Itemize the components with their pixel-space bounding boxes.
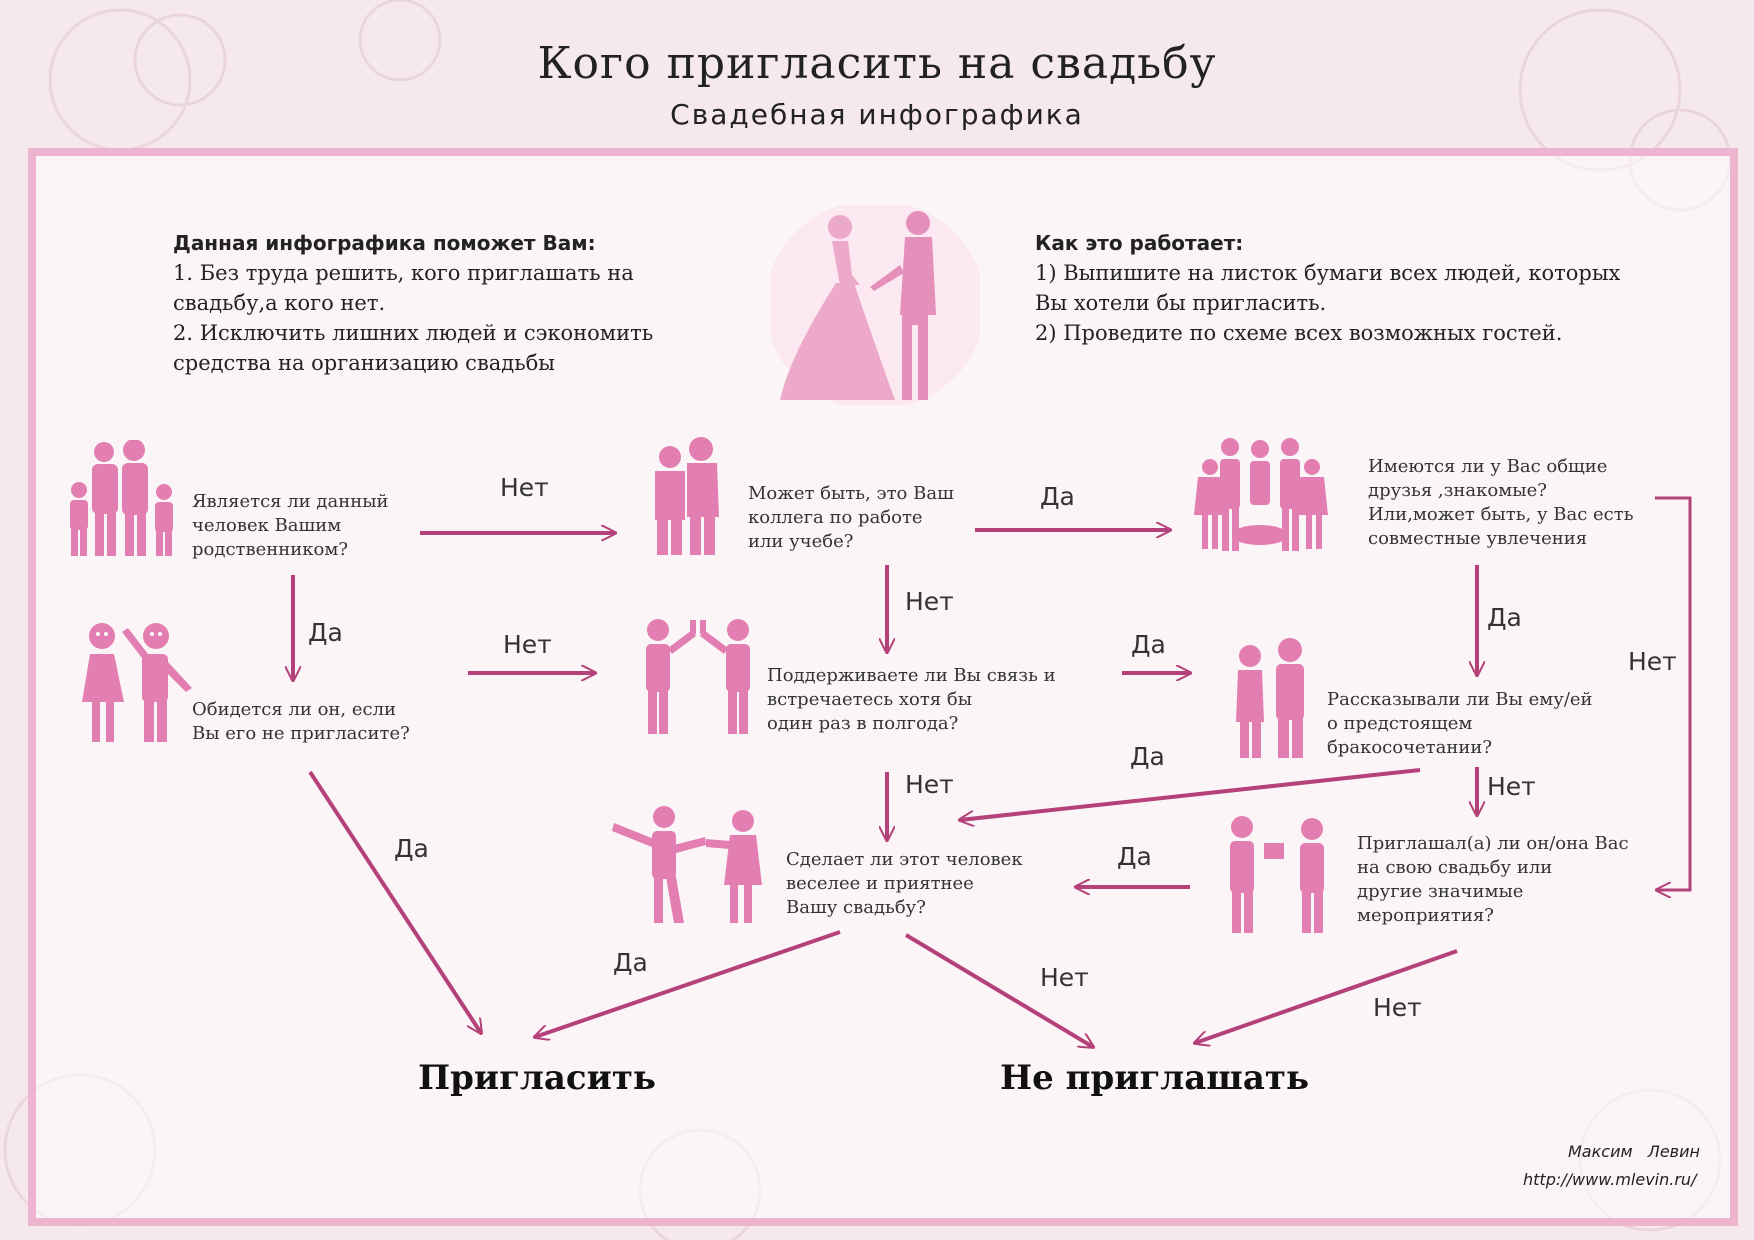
intro-left-line: средства на организацию свадьбы <box>173 351 556 375</box>
question-line: друзья ,знакомые? <box>1368 480 1547 501</box>
label-no: Нет <box>1373 993 1422 1022</box>
page-title: Кого пригласить на свадьбу <box>537 38 1217 89</box>
question-line: или учебе? <box>748 531 854 552</box>
intro-left-line: свадьбу,а кого нет. <box>173 291 386 315</box>
label-no: Нет <box>1487 772 1536 801</box>
question-line: родственником? <box>192 539 348 560</box>
page-subtitle: Свадебная инфографика <box>670 98 1084 131</box>
question-line: Является ли данный <box>192 491 389 512</box>
outcome-not-invite: Не приглашать <box>1000 1058 1310 1098</box>
label-no: Нет <box>503 630 552 659</box>
question-line: веселее и приятнее <box>786 873 974 894</box>
author-credit: Максим Левин <box>1568 1142 1700 1161</box>
label-yes: Да <box>1130 742 1165 771</box>
question-line: Вашу свадьбу? <box>786 897 926 918</box>
label-yes: Да <box>394 834 429 863</box>
label-yes: Да <box>613 948 648 977</box>
label-yes: Да <box>1117 842 1152 871</box>
question-line: Поддерживаете ли Вы связь и <box>767 665 1056 686</box>
question-line: человек Вашим <box>192 515 342 536</box>
arrow-q4-yes <box>310 772 481 1033</box>
arrow-q7-yes <box>535 932 840 1037</box>
label-yes: Да <box>308 618 343 647</box>
label-no: Нет <box>905 587 954 616</box>
question-line: Имеются ли у Вас общие <box>1368 456 1608 477</box>
label-yes: Да <box>1487 603 1522 632</box>
question-line: Сделает ли этот человек <box>786 849 1023 870</box>
arrow-q6-yes <box>960 770 1420 820</box>
intro-right-heading: Как это работает: <box>1035 231 1244 255</box>
question-line: на свою свадьбу или <box>1357 857 1553 878</box>
question-line: Приглашал(а) ли он/она Вас <box>1357 833 1629 854</box>
intro-left-heading: Данная инфографика поможет Вам: <box>173 231 596 255</box>
author-url[interactable]: http://www.mlevin.ru/ <box>1523 1170 1697 1189</box>
question-line: Или,может быть, у Вас есть <box>1368 504 1634 525</box>
label-yes: Да <box>1131 630 1166 659</box>
intro-left-line: 1. Без труда решить, кого приглашать на <box>173 261 634 285</box>
question-line: совместные увлечения <box>1368 528 1588 549</box>
label-no: Нет <box>1040 963 1089 992</box>
question-line: Обидется ли он, если <box>192 699 397 720</box>
intro-left-line: 2. Исключить лишних людей и сэкономить <box>173 321 654 345</box>
label-no: Нет <box>1628 647 1677 676</box>
question-line: мероприятия? <box>1357 905 1494 926</box>
label-no: Нет <box>905 770 954 799</box>
intro-right-line: Вы хотели бы пригласить. <box>1035 291 1327 315</box>
label-yes: Да <box>1040 482 1075 511</box>
question-line: Может быть, это Ваш <box>748 483 954 504</box>
arrow-q3-no <box>1655 498 1690 890</box>
outcome-invite: Пригласить <box>418 1058 656 1098</box>
question-line: Вы его не пригласите? <box>192 723 410 744</box>
intro-right-line: 1) Выпишите на листок бумаги всех людей, которых <box>1035 261 1621 285</box>
question-line: встречаетесь хотя бы <box>767 689 973 710</box>
question-line: коллега по работе <box>748 507 923 528</box>
question-line: бракосочетании? <box>1327 737 1492 758</box>
label-no: Нет <box>500 473 549 502</box>
question-line: о предстоящем <box>1327 713 1473 734</box>
question-line: Рассказывали ли Вы ему/ей <box>1327 689 1593 710</box>
question-line: один раз в полгода? <box>767 713 959 734</box>
question-line: другие значимые <box>1357 881 1524 902</box>
intro-right-line: 2) Проведите по схеме всех возможных гостей. <box>1035 321 1563 345</box>
